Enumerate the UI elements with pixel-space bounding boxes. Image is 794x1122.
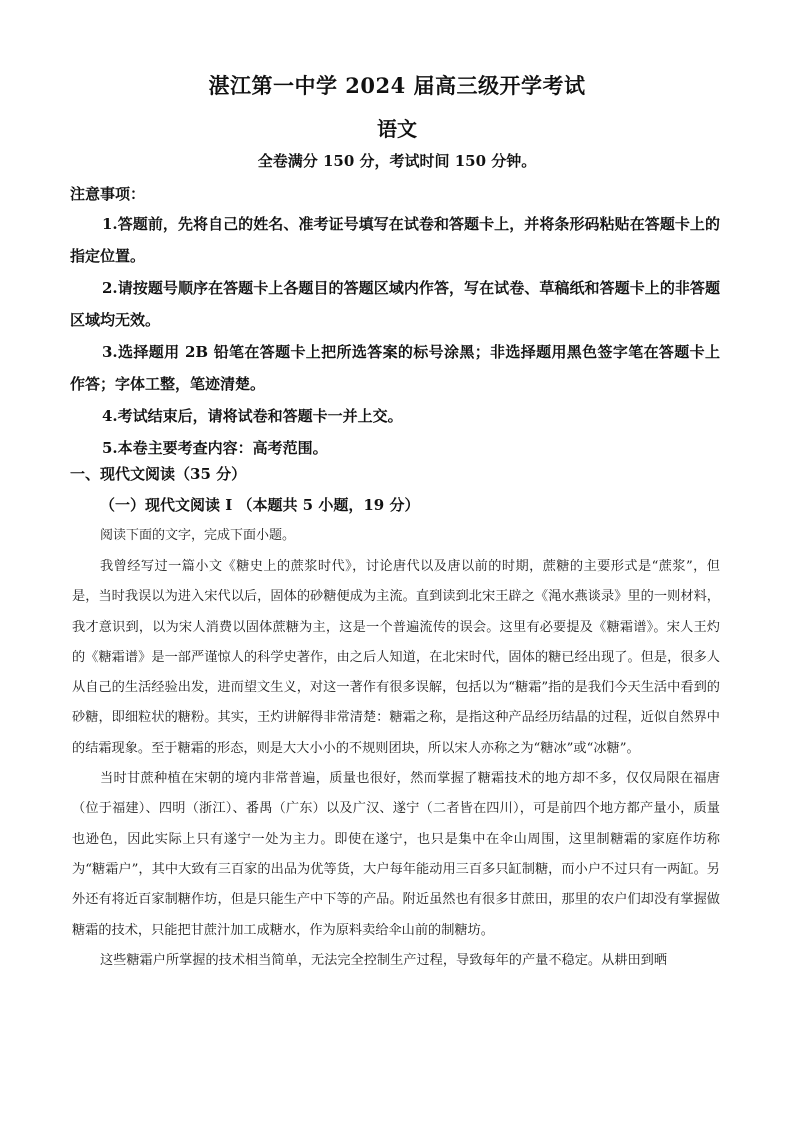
reading-passage bbox=[72, 552, 720, 976]
subsection-heading: （一）现代文阅读 I （本题共 5 小题，19 分） bbox=[100, 496, 420, 514]
notes-item: 4.考试结束后，请将试卷和答题卡一并上交。 bbox=[102, 407, 403, 425]
notes-list bbox=[70, 208, 720, 464]
passage-paragraph: 我曾经写过一篇小文《糖史上的蔗浆时代》，讨论唐代以及唐以前的时期，蔗糖的主要形式是“蔗浆”，但是，当时我误以为进入宋代以后，固体的砂糖便成为主流。直到读到北宋王辟之《渑水燕谈录》里的一则材料，我才意识到，以为宋人消费以固体蔗糖为主，这是一个普遍流传的误会。这里有必要提及《糖霜谱》。宋人王灼的《糖霜谱》是一部严谨惊人的科学史著作，由之后人知道，在北宋时代，固体的糖已经出现了。但是，很多人从自己的生活经验出发，进而望文生义，对这一著作有很多误解，包括以为“糖霜”指的是我们今天生活中看到的砂糖，即细粒状的糖粉。其实，王灼讲解得非常清楚：糖霜之称，是指这种产品经历结晶的过程，近似自然界中的结霜现象。至于糖霜的形态，则是大大小小的不规则团块，所以宋人亦称之为“糖冰”或“冰糖”。 bbox=[72, 559, 720, 756]
reading-instruction: 阅读下面的文字，完成下面小题。 bbox=[100, 528, 296, 543]
notes-item: 3.选择题用 2B 铅笔在答题卡上把所选答案的标号涂黑；非选择题用黑色签字笔在答题卡上作答；字体工整，笔迹清楚。 bbox=[70, 343, 720, 393]
exam-title: 湛江第一中学 2024 届高三级开学考试 bbox=[208, 73, 586, 98]
notes-heading: 注意事项： bbox=[70, 185, 146, 203]
score-line: 全卷满分 150 分，考试时间 150 分钟。 bbox=[257, 152, 537, 170]
notes-item: 5.本卷主要考查内容：高考范围。 bbox=[102, 439, 328, 457]
notes-item: 1.答题前，先将自己的姓名、准考证号填写在试卷和答题卡上，并将条形码粘贴在答题卡上的指定位置。 bbox=[70, 215, 720, 265]
subject-title: 语文 bbox=[377, 117, 417, 141]
passage-paragraph: 当时甘蔗种植在宋朝的境内非常普遍，质量也很好，然而掌握了糖霜技术的地方却不多，仅仅局限在福唐（位于福建）、四明（浙江）、番禺（广东）以及广汉、遂宁（二者皆在四川），可是前四个地方都产量小，质量也逊色，因此实际上只有遂宁一处为主力。即使在遂宁，也只是集中在伞山周围，这里制糖霜的家庭作坊称为“糖霜户”，其中大致有三百家的出品为优等货，大户每年能动用三百多只缸制糖，而小户不过只有一两缸。另外还有将近百家制糖作坊，但是只能生产中下等的产品。附近虽然也有很多甘蔗田，那里的农户们却没有掌握做糖霜的技术，只能把甘蔗汁加工成糖水，作为原料卖给伞山前的制糖坊。 bbox=[72, 771, 720, 938]
section-heading: 一、现代文阅读（35 分） bbox=[70, 465, 247, 483]
notes-item: 2.请按题号顺序在答题卡上各题目的答题区域内作答，写在试卷、草稿纸和答题卡上的非答题区域均无效。 bbox=[70, 279, 720, 329]
passage-paragraph: 这些糖霜户所掌握的技术相当简单，无法完全控制生产过程，导致每年的产量不稳定。从耕田到晒 bbox=[100, 952, 668, 968]
